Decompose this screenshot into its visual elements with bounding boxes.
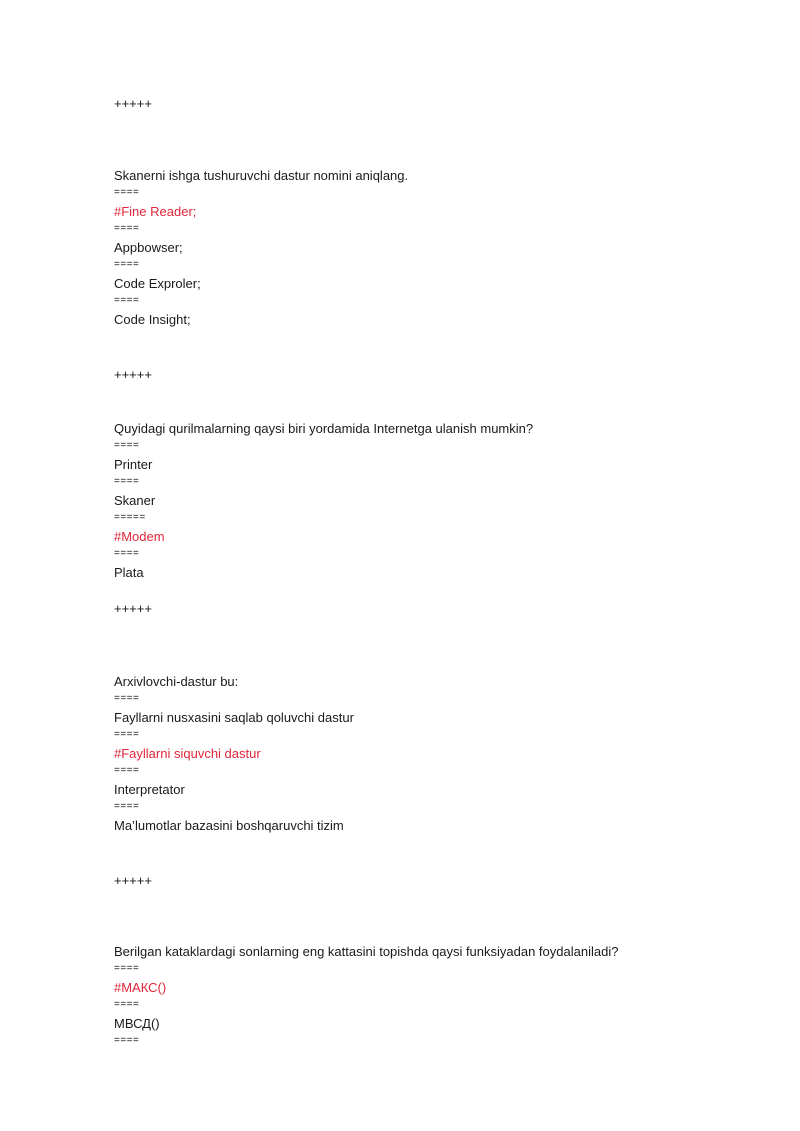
option-text: Fayllarni nusxasini saqlab qoluvchi dastur	[114, 710, 354, 725]
option-separator: ====	[114, 476, 140, 487]
option-separator: ====	[114, 440, 140, 451]
option-correct: #МАКС()	[114, 980, 167, 995]
option-separator: ====	[114, 801, 140, 812]
question-text: Quyidagi qurilmalarning qaysi biri yordamida Internetga ulanish mumkin?	[114, 421, 534, 436]
option-separator: ====	[114, 223, 140, 234]
option-text: МВСД()	[114, 1016, 160, 1031]
option-text: Code Insight;	[114, 312, 191, 327]
option-separator: =====	[114, 512, 146, 523]
option-correct: #Fine Reader;	[114, 204, 197, 219]
question-text: Skanerni ishga tushuruvchi dastur nomini aniqlang.	[114, 168, 409, 183]
option-text: Printer	[114, 457, 153, 472]
option-text: Plata	[114, 565, 144, 580]
option-separator: ====	[114, 729, 140, 740]
option-text: Skaner	[114, 493, 156, 508]
option-separator: ====	[114, 765, 140, 776]
option-separator: ====	[114, 548, 140, 559]
option-separator: ====	[114, 187, 140, 198]
option-separator: ====	[114, 1035, 140, 1046]
question-text: Berilgan kataklardagi sonlarning eng kattasini topishda qaysi funksiyadan foydalaniladi?	[114, 944, 619, 959]
option-separator: ====	[114, 259, 140, 270]
option-text: Ma’lumotlar bazasini boshqaruvchi tizim	[114, 818, 344, 833]
option-text: Interpretator	[114, 782, 185, 797]
block-separator: +++++	[114, 873, 152, 888]
option-separator: ====	[114, 963, 140, 974]
block-separator: +++++	[114, 601, 152, 616]
question-text: Arxivlovchi-dastur bu:	[114, 674, 239, 689]
option-text: Appbowser;	[114, 240, 183, 255]
block-separator: +++++	[114, 96, 152, 111]
block-separator: +++++	[114, 367, 152, 382]
option-text: Code Exproler;	[114, 276, 201, 291]
option-correct: #Fayllarni siquvchi dastur	[114, 746, 261, 761]
option-separator: ====	[114, 999, 140, 1010]
option-correct: #Modem	[114, 529, 165, 544]
option-separator: ====	[114, 295, 140, 306]
option-separator: ====	[114, 693, 140, 704]
